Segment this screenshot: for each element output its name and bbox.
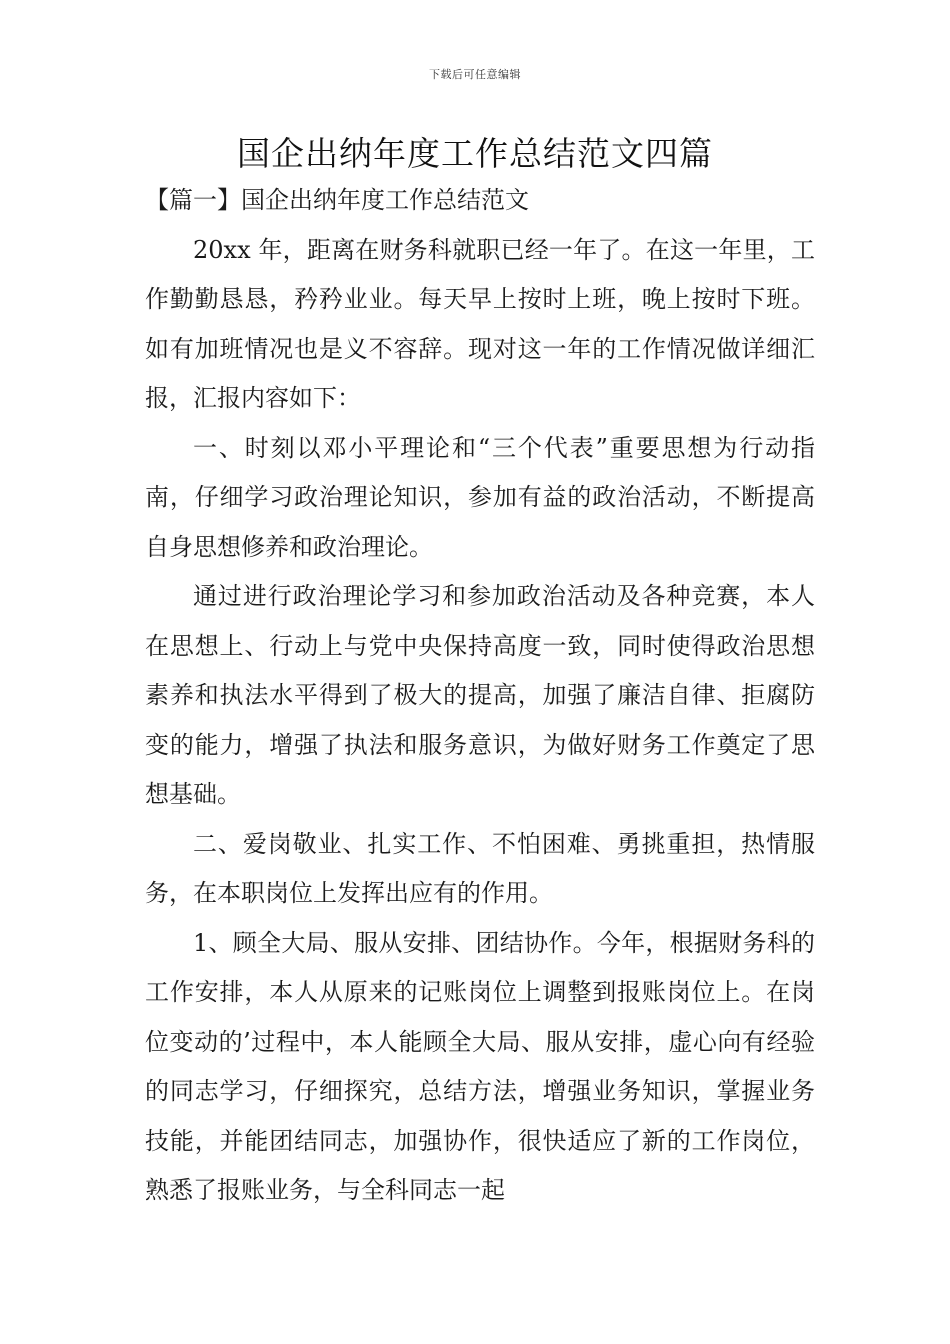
document-body: [145, 176, 815, 1216]
document-title: 国企出纳年度工作总结范文四篇: [237, 134, 713, 173]
header-note: 下载后可任意编辑: [429, 68, 521, 81]
paragraph-1: 20xx 年，距离在财务科就职已经一年了。在这一年里，工作勤勤恳恳，矜矜业业。每天早上按时上班，晚上按时下班。如有加班情况也是义不容辞。现对这一年的工作情况做详细汇报，汇报内容如下：: [145, 235, 815, 412]
paragraph-5: 1、顾全大局、服从安排、团结协作。今年，根据财务科的工作安排，本人从原来的记账岗位上调整到报账岗位上。在岗位变动的’过程中，本人能顾全大局、服从安排，虚心向有经验的同志学习，仔细探究，总结方法，增强业务知识，掌握业务技能，并能团结同志，加强协作，很快适应了新的工作岗位，熟悉了报账业务，与全科同志一起: [145, 928, 815, 1204]
paragraph-3: 通过进行政治理论学习和参加政治活动及各种竞赛，本人在思想上、行动上与党中央保持高度一致，同时使得政治思想素养和执法水平得到了极大的提高，加强了廉洁自律、拒腐防变的能力，增强了执法和服务意识，为做好财务工作奠定了思想基础。: [145, 582, 815, 808]
section-heading: 【篇一】国企出纳年度工作总结范文: [145, 186, 529, 214]
paragraph-4: 二、爱岗敬业、扎实工作、不怕困难、勇挑重担，热情服务，在本职岗位上发挥出应有的作用。: [145, 829, 815, 907]
paragraph-2: 一、时刻以邓小平理论和“三个代表”重要思想为行动指南，仔细学习政治理论知识，参加有益的政治活动，不断提高自身思想修养和政治理论。: [145, 433, 815, 561]
